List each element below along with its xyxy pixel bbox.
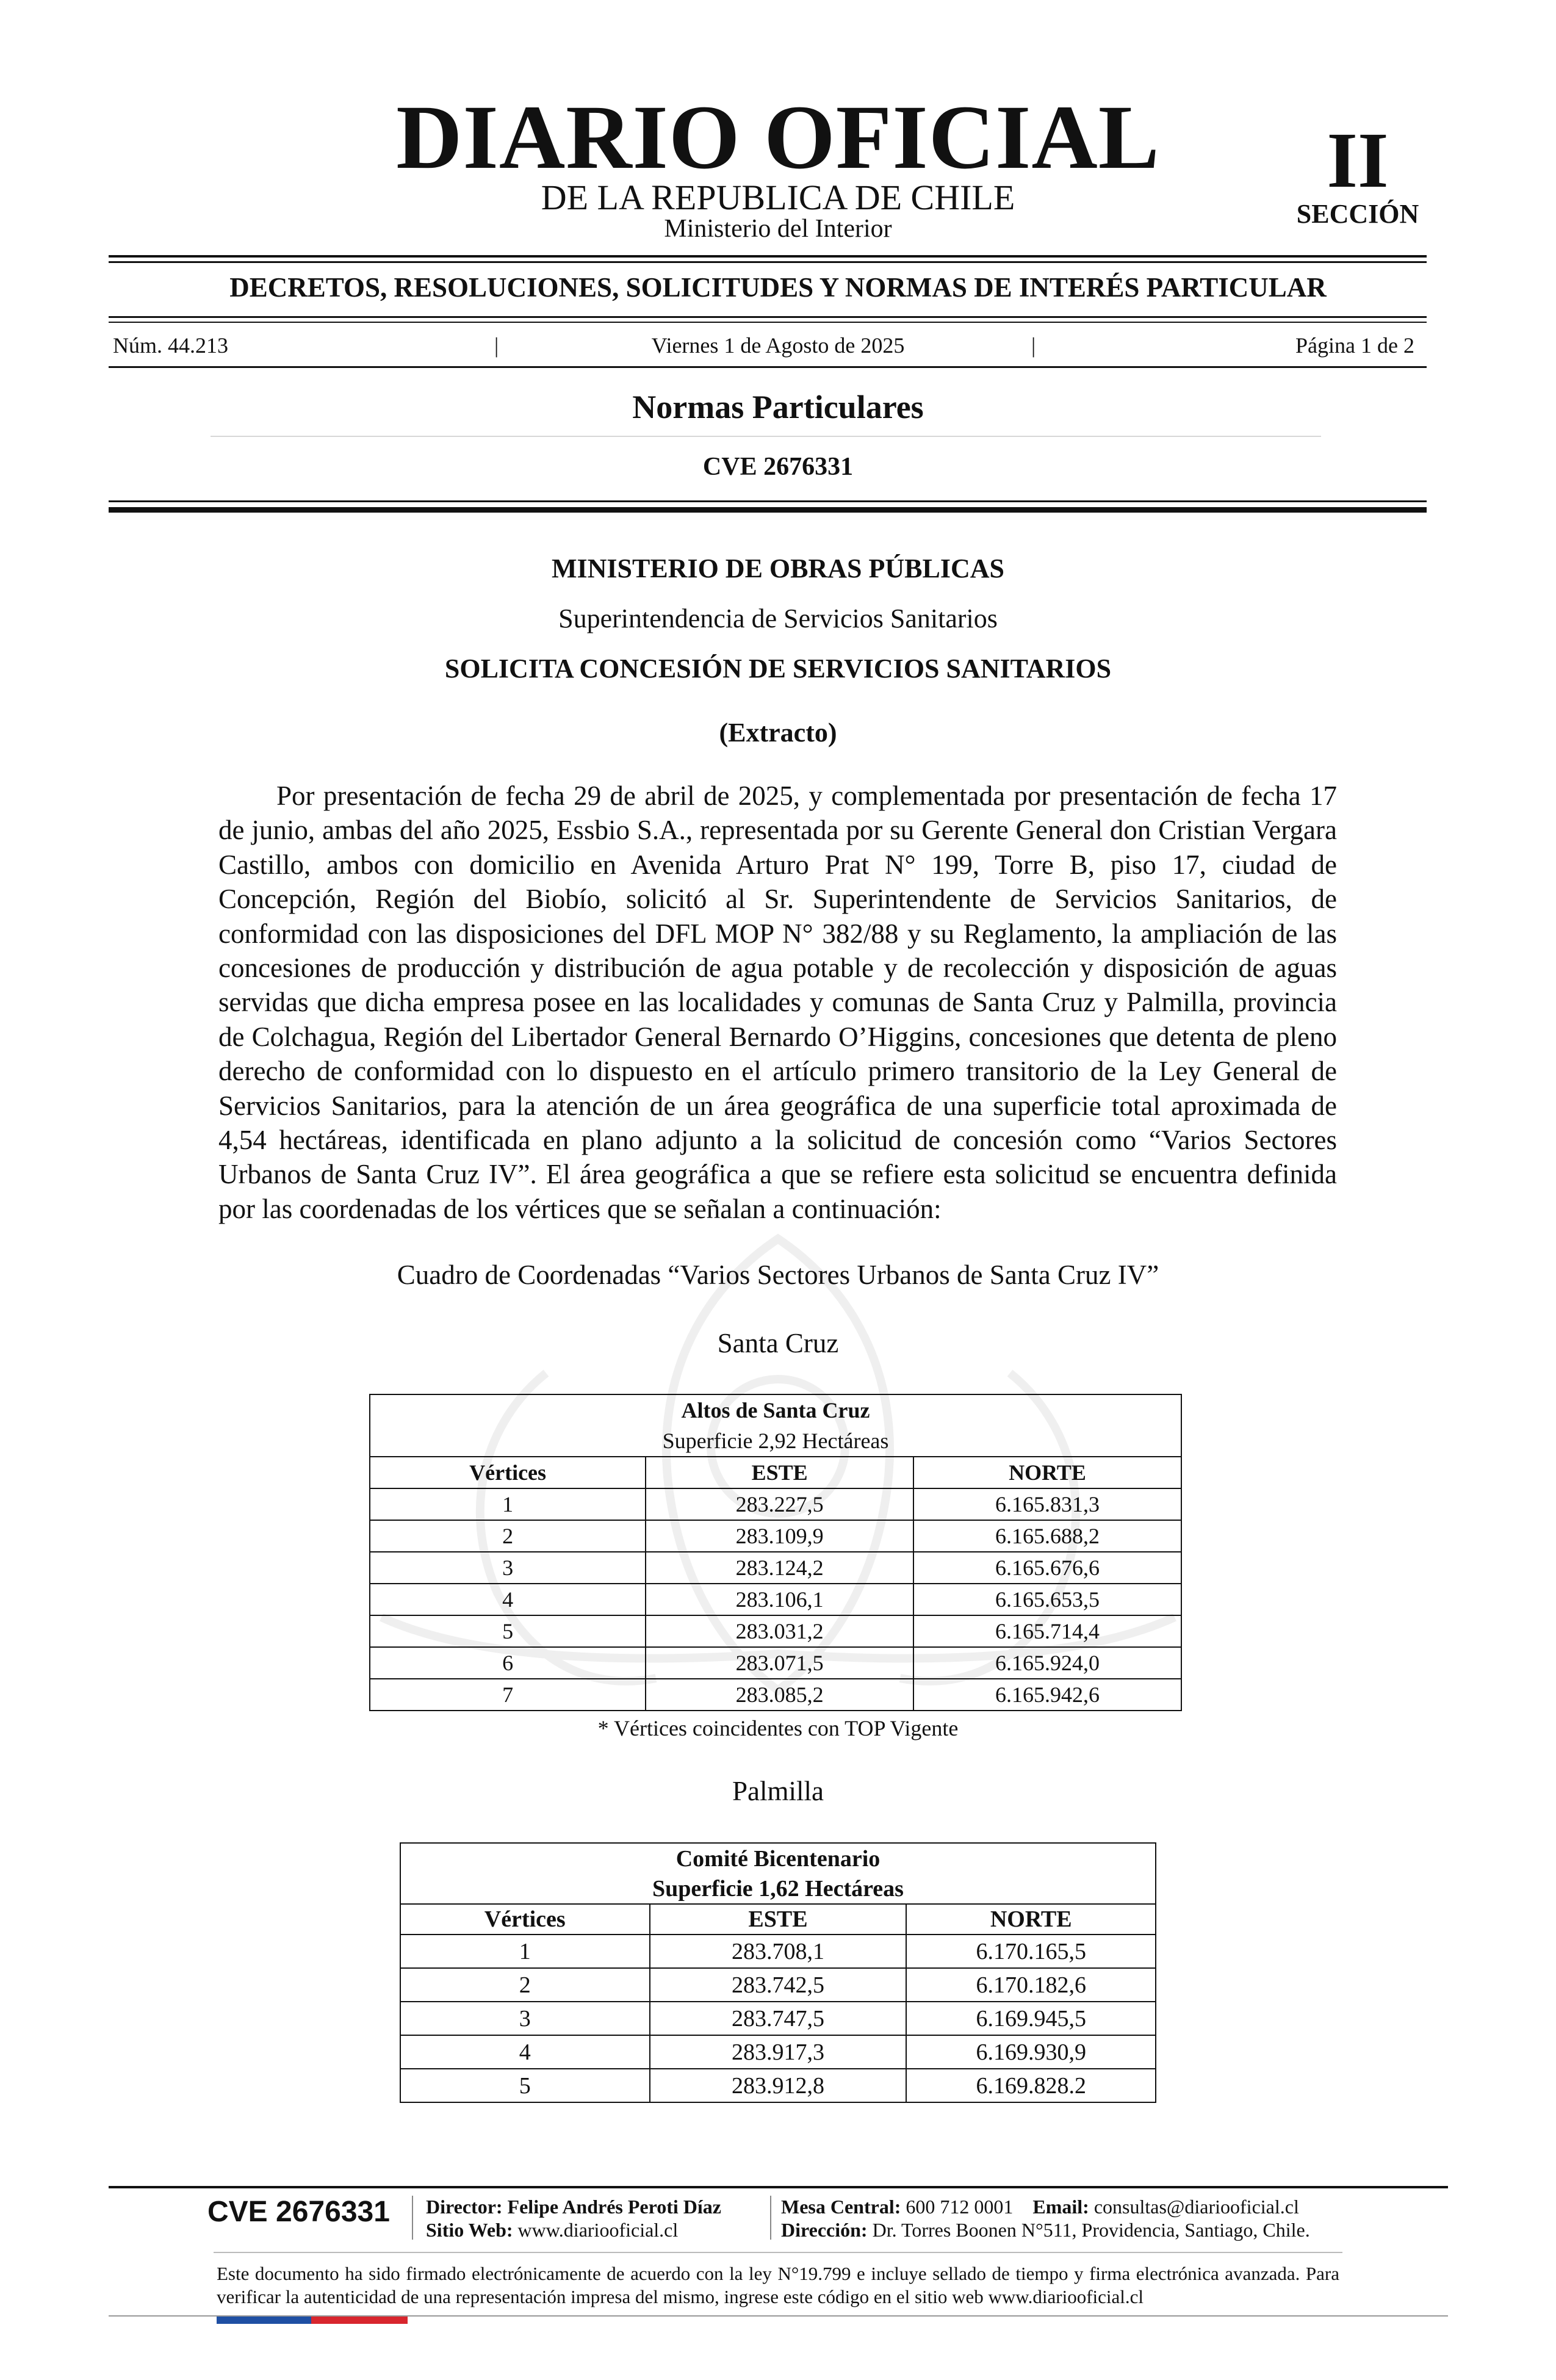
newspaper-ministry: Ministerio del Interior	[664, 215, 892, 243]
issue-separator: |	[1031, 333, 1036, 358]
email-label: Email:	[1032, 2196, 1089, 2218]
address-text: Dr. Torres Boonen N°511, Providencia, Santiago, Chile.	[872, 2219, 1310, 2241]
table-row	[370, 1615, 1181, 1647]
issue-date: Viernes 1 de Agosto de 2025	[651, 333, 905, 358]
section-label: SECCIÓN	[1296, 199, 1419, 229]
table-row	[400, 1968, 1156, 2002]
table-cell: 4	[400, 2035, 650, 2069]
coordinates-caption: Cuadro de Coordenadas “Varios Sectores Urbanos de Santa Cruz IV”	[397, 1260, 1159, 1290]
location-heading: Santa Cruz	[717, 1328, 839, 1358]
footer-website	[426, 2218, 678, 2241]
table-cell: 1	[370, 1488, 646, 1520]
header-rule	[109, 322, 1427, 323]
extract-label: (Extracto)	[719, 718, 837, 748]
notice-title: SOLICITA CONCESIÓN DE SERVICIOS SANITARIOS	[444, 654, 1112, 683]
table-cell: 5	[370, 1615, 646, 1647]
table-cell: 283.227,5	[646, 1488, 913, 1520]
cve-rule	[109, 507, 1427, 513]
table-row	[370, 1488, 1181, 1520]
table-cell: 4	[370, 1584, 646, 1615]
table-row	[370, 1647, 1181, 1679]
table-cell: 6.165.688,2	[913, 1520, 1181, 1552]
phone-label: Mesa Central:	[781, 2196, 901, 2218]
table-cell: 5	[400, 2069, 650, 2102]
table-cell: 6.169.945,5	[906, 2002, 1156, 2035]
table-cell: 6.170.165,5	[906, 1935, 1156, 1968]
table-row	[370, 1520, 1181, 1552]
page-indicator: Página 1 de 2	[1295, 333, 1414, 358]
table-row	[400, 2002, 1156, 2035]
website-label: Sitio Web:	[426, 2219, 513, 2241]
table-cell: 283.917,3	[650, 2035, 907, 2069]
table-surface: Superficie 2,92 Hectáreas	[370, 1426, 1181, 1457]
table-name: Comité Bicentenario	[400, 1843, 1156, 1874]
table-cell: 3	[400, 2002, 650, 2035]
column-header: Vértices	[370, 1457, 646, 1488]
table-row	[370, 1679, 1181, 1711]
table-cell: 6.165.676,6	[913, 1552, 1181, 1584]
notice-body: Por presentación de fecha 29 de abril de 2025, y complementada por presentación de fecha 17 de junio, ambas del año 2025, Essbio S.A., representada por su Gerente General don Cristian Vergara Castillo, ambos con domicilio en Avenida Arturo Prat N° 199, Torre B, piso 17, ciudad de Concepción, Región del Biobío, solicitó al Sr. Superintendente de Servicios Sanitarios, de conformidad con las disposiciones del DFL MOP N° 382/88 y su Reglamento, la ampliación de las concesiones de producción y distribución de agua potable y de recolección y disposición de aguas servidas que dicha empresa posee en las localidades y comunas de Santa Cruz y Palmilla, provincia de Colchagua, Región del Libertador General Bernardo O’Higgins, concesiones que detenta de pleno derecho de conformidad con lo dispuesto en el artículo primero transitorio de la Ley General de Servicios Sanitarios, para la atención de un área geográfica de una superficie total aproximada de 4,54 hectáreas, identificada en plano adjunto a la solicitud de concesión como “Varios Sectores Urbanos de Santa Cruz IV”. El área geográfica a que se refiere esta solicitud se encuentra definida por las coordenadas de los vértices que se señalan a continuación:	[218, 781, 1337, 1224]
table-cell: 6.165.831,3	[913, 1488, 1181, 1520]
table-row	[400, 2035, 1156, 2069]
cve-rule	[109, 500, 1427, 502]
column-header: ESTE	[646, 1457, 913, 1488]
director-label: Director:	[426, 2196, 503, 2218]
column-header: NORTE	[906, 1904, 1156, 1935]
footer-divider-line	[214, 2252, 1342, 2253]
header-rule	[109, 261, 1427, 263]
footer-divider	[412, 2196, 413, 2240]
table-cell: 6.165.942,6	[913, 1679, 1181, 1711]
table-cell: 2	[370, 1520, 646, 1552]
footer-legal-notice: Este documento ha sido firmado electrónicamente de acuerdo con la ley N°19.799 e incluye sellado de tiempo y firma electrónica avanzada. Para verificar la autenticidad de una representación impresa del mismo, ingrese este código en el sitio web www.diariooficial.cl	[217, 2263, 1339, 2307]
title-divider	[211, 436, 1321, 437]
cve-code: CVE 2676331	[702, 453, 854, 481]
table-cell: 283.031,2	[646, 1615, 913, 1647]
section-title: Normas Particulares	[632, 389, 924, 425]
table-row	[370, 1552, 1181, 1584]
table-cell: 283.708,1	[650, 1935, 907, 1968]
footer-divider	[770, 2196, 771, 2240]
table-header-row	[400, 1904, 1156, 1935]
table-cell: 6.165.924,0	[913, 1647, 1181, 1679]
table-cell: 283.071,5	[646, 1647, 913, 1679]
flag-stripe-blue	[217, 2317, 311, 2324]
footer-rule	[109, 2186, 1448, 2188]
table-cell: 6.169.930,9	[906, 2035, 1156, 2069]
location-heading: Palmilla	[732, 1776, 824, 1806]
ministry-heading: MINISTERIO DE OBRAS PÚBLICAS	[551, 554, 1005, 583]
table-cell: 6.170.182,6	[906, 1968, 1156, 2002]
section-number: II	[1327, 117, 1389, 204]
footer-address	[781, 2218, 1310, 2241]
table-footnote: * Vértices coincidentes con TOP Vigente	[597, 1716, 959, 1740]
table-name: Altos de Santa Cruz	[370, 1394, 1181, 1426]
newspaper-subtitle: DE LA REPUBLICA DE CHILE	[541, 178, 1015, 217]
flag-stripe-red	[311, 2317, 408, 2324]
table-row	[370, 1584, 1181, 1615]
email-link[interactable]: consultas@diariooficial.cl	[1093, 2196, 1299, 2218]
footer-cve-code: CVE 2676331	[207, 2196, 390, 2228]
footer-contact	[781, 2195, 1299, 2218]
table-cell: 283.109,9	[646, 1520, 913, 1552]
category-heading: DECRETOS, RESOLUCIONES, SOLICITUDES Y NORMAS DE INTERÉS PARTICULAR	[229, 272, 1327, 303]
table-row	[400, 2069, 1156, 2102]
table-cell: 6.165.714,4	[913, 1615, 1181, 1647]
table-surface: Superficie 1,62 Hectáreas	[400, 1874, 1156, 1904]
address-label: Dirección:	[781, 2219, 868, 2241]
table-cell: 283.085,2	[646, 1679, 913, 1711]
table-header-row	[370, 1457, 1181, 1488]
table-cell: 283.912,8	[650, 2069, 907, 2102]
newspaper-title: DIARIO OFICIAL	[396, 87, 1160, 188]
agency-heading: Superintendencia de Servicios Sanitarios	[558, 604, 998, 633]
issue-number: Núm. 44.213	[113, 333, 228, 358]
table-cell: 6.169.828.2	[906, 2069, 1156, 2102]
coordinates-table	[369, 1394, 1182, 1711]
column-header: NORTE	[913, 1457, 1181, 1488]
footer-director	[426, 2195, 721, 2218]
table-cell: 2	[400, 1968, 650, 2002]
phone-number: 600 712 0001	[906, 2196, 1014, 2218]
table-row	[400, 1935, 1156, 1968]
website-link[interactable]: www.diariooficial.cl	[517, 2219, 679, 2241]
column-header: ESTE	[650, 1904, 907, 1935]
header-rule	[109, 316, 1427, 318]
table-cell: 7	[370, 1679, 646, 1711]
table-cell: 283.747,5	[650, 2002, 907, 2035]
header-rule	[109, 255, 1427, 258]
table-cell: 3	[370, 1552, 646, 1584]
table-cell: 283.124,2	[646, 1552, 913, 1584]
table-cell: 283.106,1	[646, 1584, 913, 1615]
table-cell: 283.742,5	[650, 1968, 907, 2002]
table-cell: 6	[370, 1647, 646, 1679]
director-name: Felipe Andrés Peroti Díaz	[507, 2196, 721, 2218]
issue-rule	[109, 366, 1427, 368]
issue-separator: |	[494, 333, 499, 358]
table-cell: 1	[400, 1935, 650, 1968]
coordinates-table	[400, 1842, 1156, 2103]
column-header: Vértices	[400, 1904, 650, 1935]
table-cell: 6.165.653,5	[913, 1584, 1181, 1615]
